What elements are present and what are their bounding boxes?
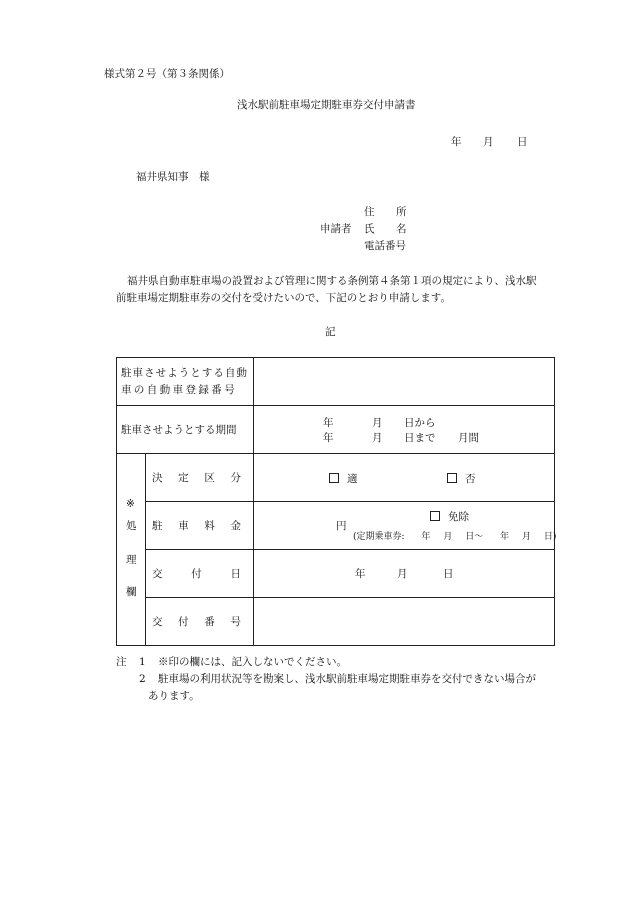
- pass-period-label: (定期乗車券:: [353, 532, 405, 542]
- issue-year: 年: [355, 568, 366, 580]
- approve-label: 適: [347, 473, 358, 485]
- name-label-b: 名: [396, 223, 407, 235]
- page-title: 浅水駅前駐車場定期駐車券交付申請書: [237, 99, 416, 111]
- applicant-role: 申請者: [320, 223, 352, 235]
- pass-from-year: 年: [421, 532, 431, 542]
- ki-heading: 記: [325, 326, 336, 338]
- period-from-year: 年: [323, 417, 334, 429]
- period-label-cell: [117, 406, 254, 454]
- date-month: 月: [483, 136, 494, 148]
- address-label-a: 住: [364, 206, 375, 218]
- application-table: [116, 357, 555, 646]
- vehicle-label-line2: 車の自動車登録番号: [121, 383, 238, 396]
- approve-option[interactable]: [329, 473, 358, 485]
- issue-date-label-cell: [146, 550, 254, 598]
- yen-label: 円: [336, 520, 347, 532]
- exempt-checkbox[interactable]: [430, 511, 440, 521]
- body-text-line1: 福井県自動車駐車場の設置および管理に関する条例第４条第１項の規定により、浅水駅: [127, 275, 537, 287]
- date-day: 日: [517, 136, 528, 148]
- fee-label: 駐 車 料 金: [152, 520, 241, 532]
- decision-label: 決 定 区 分: [152, 472, 241, 484]
- period-months: 月間: [458, 432, 479, 444]
- date-year: 年: [451, 136, 462, 148]
- deny-label: 否: [465, 473, 476, 485]
- vehicle-label-line1: 駐 車 さ せ よ う と す る 自 動: [121, 366, 247, 379]
- period-from-suffix: 日から: [404, 417, 436, 429]
- note-2-number: 2: [139, 673, 146, 685]
- pass-from-month: 月: [443, 532, 453, 542]
- addressee: 福井県知事 様: [136, 171, 210, 183]
- note-2-text-line2: あります。: [148, 690, 200, 702]
- address-label-b: 所: [396, 206, 407, 218]
- pass-period: [353, 533, 556, 542]
- period-input-cell[interactable]: [254, 406, 555, 454]
- period-label: 駐車させようとする期間: [121, 424, 237, 436]
- vehicle-number-input-cell[interactable]: [254, 358, 555, 406]
- decision-input-cell: [254, 454, 555, 502]
- office-use-mark: ※: [126, 498, 135, 510]
- body-text-line2: 前駐車場定期駐車券の交付を受けたいので、下記のとおり申請します。: [116, 292, 451, 304]
- form-number: 様式第２号（第３条関係）: [104, 68, 230, 80]
- exempt-option[interactable]: [430, 511, 469, 523]
- deny-option[interactable]: [447, 473, 476, 485]
- phone-label: 電話番号: [364, 240, 406, 252]
- exempt-label: 免除: [448, 511, 469, 523]
- period-to-year: 年: [323, 432, 334, 444]
- name-label-a: 氏: [364, 223, 375, 235]
- note-1-text: ※印の欄には、記入しないでください。: [158, 656, 347, 668]
- note-1-number: 1: [139, 656, 146, 668]
- notes-heading: 注: [116, 656, 127, 668]
- issue-date-input-cell[interactable]: [254, 550, 555, 598]
- issue-number-label-cell: [146, 598, 254, 646]
- office-use-char-3: 欄: [126, 586, 137, 598]
- approve-checkbox[interactable]: [329, 473, 339, 483]
- pass-to-year: 年: [500, 532, 510, 542]
- issue-date-label: 交 付 日: [152, 568, 241, 580]
- pass-from-day: 日～: [465, 532, 484, 542]
- note-2-text-line1: 駐車場の利用状況等を勘案し、浅水駅前駐車場定期駐車券を交付できない場合が: [158, 673, 536, 685]
- fee-input-cell[interactable]: [254, 502, 555, 550]
- pass-to-month: 月: [521, 532, 531, 542]
- office-use-column: [117, 454, 146, 646]
- deny-checkbox[interactable]: [447, 473, 457, 483]
- issue-day: 日: [443, 568, 454, 580]
- fee-label-cell: [146, 502, 254, 550]
- issue-number-input-cell[interactable]: [254, 598, 555, 646]
- issue-month: 月: [397, 568, 408, 580]
- office-use-char-1: 処: [126, 520, 137, 532]
- vehicle-number-label-cell: [117, 358, 254, 406]
- period-to-suffix: 日まで: [404, 432, 436, 444]
- pass-to-day: 日): [543, 532, 557, 542]
- issue-number-label: 交 付 番 号: [152, 616, 241, 628]
- office-use-char-2: 理: [126, 554, 137, 566]
- decision-label-cell: [146, 454, 254, 502]
- period-from-month: 月: [372, 417, 383, 429]
- period-to-month: 月: [372, 432, 383, 444]
